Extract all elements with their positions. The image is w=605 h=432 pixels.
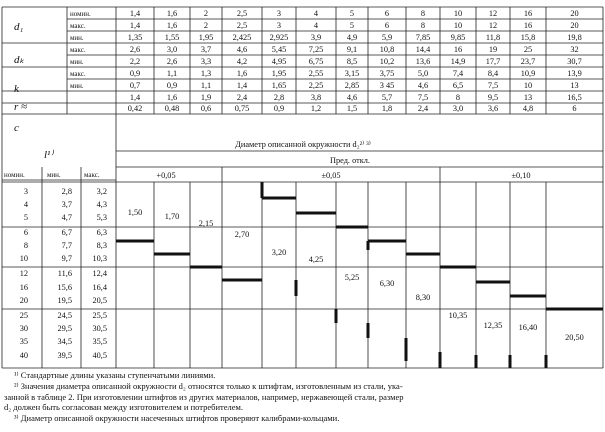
k-max-cell: 2,55 [308,69,324,78]
l-nom-cell: 30 [19,324,28,333]
label-dk: dₖ [14,54,25,66]
c-cell: 0,48 [164,104,180,113]
c-cell: 0,75 [234,104,250,113]
d2-value-cell: 1,50 [127,208,143,217]
k-max-cell: 1,6 [236,69,248,78]
d1-max-cell: 20 [570,21,579,30]
k-min-cell: 7,5 [487,81,499,90]
l-nom-cell: 20 [19,296,28,305]
d1-nom-cell: 20 [570,9,579,18]
l-nom-cell: 8 [23,241,28,250]
r-cell: 3,8 [310,93,322,102]
dk-min-cell: 6,75 [308,57,324,66]
dk-min-cell: 17,7 [485,57,501,66]
r-cell: 1,6 [166,93,178,102]
footnotes [4,370,604,424]
d1-min-cell: 1,55 [164,33,180,42]
l-min-cell: 7,7 [61,241,72,250]
r-cell: 2,8 [273,93,285,102]
r-cell: 4,6 [346,93,358,102]
footnote-2-end: d₂ должен быть согласован между изготовителем и потребителем. [4,402,244,413]
k-max-cell: 1,1 [166,69,178,78]
l-min-cell: 24,5 [57,311,72,320]
l-min-cell: 34,5 [57,337,72,346]
footnote-2: ²⁾ Значения диаметра описанной окружности d₂ относятся только к штифтам, изготовленным из стали, ука- [14,380,403,391]
k-max-cell: 5,0 [417,69,429,78]
k-min-cell: 3 45 [379,81,395,90]
l-max-cell: 30,5 [92,324,107,333]
d1-min-cell: 7,85 [415,33,431,42]
sublabel-dk-min: мин. [70,58,84,66]
l-max-cell: 40,5 [92,351,107,360]
tolerance-2: ±0,05 [321,171,341,180]
sublabel-k-max: макс. [70,70,86,78]
d2-value-cell: 3,20 [271,248,287,257]
l-min-cell: 3,7 [61,200,72,209]
d1-nom-cell: 3 [276,9,282,18]
label-l: l¹⁾ [44,149,54,161]
d1-max-cell: 4 [313,21,319,30]
d1-max-cell: 1,6 [166,21,178,30]
dk-max-cell: 14,4 [415,45,431,54]
d1-nom-cell: 2 [203,9,209,18]
dk-max-cell: 2,6 [129,45,141,54]
dk-max-cell: 10,8 [379,45,395,54]
c-cell: 0,6 [200,104,212,113]
d2-value-cell: 12,35 [483,321,503,330]
sublabel-d1-max: макс. [70,22,86,30]
d1-nom-cell: 8 [420,9,426,18]
d2-header: Диаметр описанной окружности d₂²⁾ ³⁾ [235,140,371,149]
c-cell: 0,42 [127,104,143,113]
dk-max-cell: 5,45 [271,45,287,54]
d1-min-cell: 15,8 [520,33,536,42]
r-cell: 5,7 [381,93,393,102]
dk-max-cell: 16 [453,45,463,54]
d1-nom-cell: 10 [453,9,463,18]
d1-max-cell: 6 [384,21,390,30]
l-nom-cell: 12 [19,269,28,278]
sublabel-dk-max: макс. [70,46,86,54]
d2-value-cell: 1,70 [164,212,180,221]
d1-min-cell: 1,95 [198,33,214,42]
l-min-cell: 39,5 [57,351,72,360]
l-max-cell: 4,3 [96,200,107,209]
d1-min-cell: 9,85 [450,33,466,42]
dk-min-cell: 30,7 [567,57,582,66]
d2-value-cell: 20,50 [565,333,584,342]
footnote-2-cont: занной в таблице 2. При изготовлении штифтов из других материалов, например, нержавеющей стали, размер [4,391,404,402]
d1-min-cell: 5,9 [381,33,393,42]
footnote-3: ³⁾ Диаметр описанной окружности насеченных штифтов проверяют калибрами-кольцами. [14,413,340,424]
d1-min-cell: 1,35 [127,33,143,42]
label-c: c [14,122,19,134]
d1-max-cell: 5 [349,21,355,30]
label-r: r ≈ [14,101,28,113]
d1-nom-cell: 4 [313,9,319,18]
l-min-cell: 4,7 [61,213,72,222]
k-min-cell: 13 [570,81,579,90]
d1-min-cell: 2,425 [232,33,252,42]
d1-nom-cell: 1,4 [129,9,141,18]
l-nom-cell: 5 [23,213,28,222]
d1-max-cell: 3 [276,21,282,30]
d1-min-cell: 4,9 [346,33,358,42]
dk-min-cell: 13,6 [415,57,431,66]
l-max-cell: 16,4 [92,283,107,292]
dk-min-cell: 10,2 [379,57,395,66]
d1-max-cell: 1,4 [129,21,141,30]
footnote-1: ¹⁾ Стандартные длины указаны ступенчатыми линиями. [14,370,216,380]
r-cell: 8 [455,93,461,102]
l-min-cell: 6,7 [61,228,72,237]
r-cell: 7,5 [417,93,429,102]
l-nom-cell: 10 [19,254,28,263]
sublabel-d1-nom: номин. [70,10,91,18]
k-min-cell: 2,85 [344,81,360,90]
length-values [20,187,108,360]
k-min-cell: 6,5 [452,81,464,90]
d1-nom-cell: 5 [349,9,355,18]
d1-min-cell: 3,9 [310,33,322,42]
l-nom-cell: 3 [23,187,28,196]
c-cell: 3,6 [487,104,499,113]
l-min-cell: 2,8 [61,187,72,196]
r-cell: 9,5 [487,93,499,102]
k-min-cell: 0,9 [166,81,178,90]
tolerance-1: +0,05 [156,171,176,180]
d1-nom-cell: 1,6 [166,9,178,18]
l-max-cell: 10,3 [92,254,107,263]
tolerance-3: ±0,10 [511,171,531,180]
r-cell: 13 [523,93,533,102]
k-min-cell: 2,25 [308,81,324,90]
dk-max-cell: 9,1 [346,45,358,54]
d1-min-cell: 11,8 [485,33,501,42]
standard-length-steps [116,182,603,368]
l-nom-cell: 16 [19,283,28,292]
dk-min-cell: 23,7 [520,57,536,66]
c-cell: 4,8 [522,104,534,113]
d1-min-cell: 19,8 [567,33,582,42]
dk-min-cell: 14,9 [450,57,466,66]
k-min-cell: 1,1 [200,81,212,90]
k-min-cell: 0,7 [129,81,141,90]
c-cell: 6 [572,104,577,113]
l-nom-cell: 4 [23,200,28,209]
d1-max-cell: 8 [420,21,426,30]
l-max-cell: 12,4 [92,269,107,278]
top-table-values [128,9,582,113]
l-min-cell: 29,5 [57,324,72,333]
l-min-cell: 15,6 [57,283,72,292]
c-cell: 3,0 [452,104,464,113]
d2-value-cell: 2,15 [198,219,214,228]
r-cell: 1,9 [200,93,212,102]
dk-max-cell: 25 [523,45,533,54]
k-min-cell: 10 [523,81,533,90]
c-cell: 2,4 [417,104,429,113]
d1-nom-cell: 6 [384,9,390,18]
l-max-cell: 20,5 [92,296,107,305]
d1-nom-cell: 12 [488,9,498,18]
k-min-cell: 4,6 [417,81,429,90]
l-max-cell: 5,3 [96,213,107,222]
d1-max-cell: 16 [523,21,533,30]
d2-value-cell: 8,30 [415,293,431,302]
c-cell: 1,8 [381,104,393,113]
k-min-cell: 1,4 [236,81,248,90]
k-max-cell: 1,3 [200,69,212,78]
c-cell: 0,9 [273,104,285,113]
l-min-cell: 11,6 [57,269,72,278]
c-cell: 1,2 [310,104,322,113]
l-max-cell: 6,3 [96,228,107,237]
d1-max-cell: 2 [203,21,209,30]
r-cell: 1,4 [129,93,141,102]
dk-max-cell: 32 [570,45,579,54]
tolerance-header: Пред. откл. [330,156,370,165]
l-nom-cell: 25 [19,311,28,320]
k-max-cell: 7,4 [452,69,464,78]
l-min-cell: 9,7 [61,254,72,263]
d2-value-cell: 2,70 [234,230,250,239]
l-nom-cell: 6 [23,228,28,237]
l-nom-cell: 35 [19,337,28,346]
d1-nom-cell: 2,5 [236,9,248,18]
r-cell: 16,5 [567,93,582,102]
dk-min-cell: 4,95 [271,57,287,66]
k-max-cell: 3,15 [344,69,360,78]
dk-max-cell: 3,7 [200,45,212,54]
dk-min-cell: 4,2 [236,57,248,66]
d1-max-cell: 12 [488,21,498,30]
k-max-cell: 3,75 [379,69,395,78]
l-max-cell: 35,5 [92,337,107,346]
k-min-cell: 1,65 [271,81,287,90]
l-nom-cell: 40 [19,351,28,360]
label-d1: d₁ [14,21,24,33]
d2-value-cell: 4,25 [308,255,324,264]
d2-value-cell: 10,35 [448,311,468,320]
d1-min-cell: 2,925 [269,33,289,42]
d2-value-cell: 5,25 [344,273,360,282]
dk-max-cell: 3,0 [166,45,178,54]
c-cell: 1,5 [346,104,358,113]
l-max-cell: 8,3 [96,241,107,250]
label-k: k [14,83,19,95]
sublabel-k-min: мин. [70,82,84,90]
dk-max-cell: 7,25 [308,45,324,54]
l-header-min: мин. [47,171,61,179]
l-max-cell: 3,2 [96,187,107,196]
d1-max-cell: 10 [453,21,463,30]
dk-min-cell: 2,6 [166,57,178,66]
k-max-cell: 1,95 [271,69,287,78]
dk-max-cell: 19 [488,45,498,54]
dk-max-cell: 4,6 [236,45,248,54]
dk-min-cell: 3,3 [200,57,212,66]
d1-max-cell: 2,5 [236,21,248,30]
r-cell: 2,4 [236,93,248,102]
l-header-nom: номин. [4,171,25,179]
d1-nom-cell: 16 [523,9,533,18]
k-max-cell: 13,9 [567,69,582,78]
k-max-cell: 0,9 [129,69,141,78]
d2-value-cell: 16,40 [518,323,538,332]
l-max-cell: 25,5 [92,311,107,320]
l-min-cell: 19,5 [57,296,72,305]
dk-min-cell: 8,5 [346,57,358,66]
k-max-cell: 10,9 [520,69,536,78]
dk-min-cell: 2,2 [129,57,141,66]
sublabel-d1-min: мин. [70,34,84,42]
k-max-cell: 8,4 [487,69,499,78]
d2-value-cell: 6,30 [379,279,395,288]
l-header-max: макс. [84,171,100,179]
